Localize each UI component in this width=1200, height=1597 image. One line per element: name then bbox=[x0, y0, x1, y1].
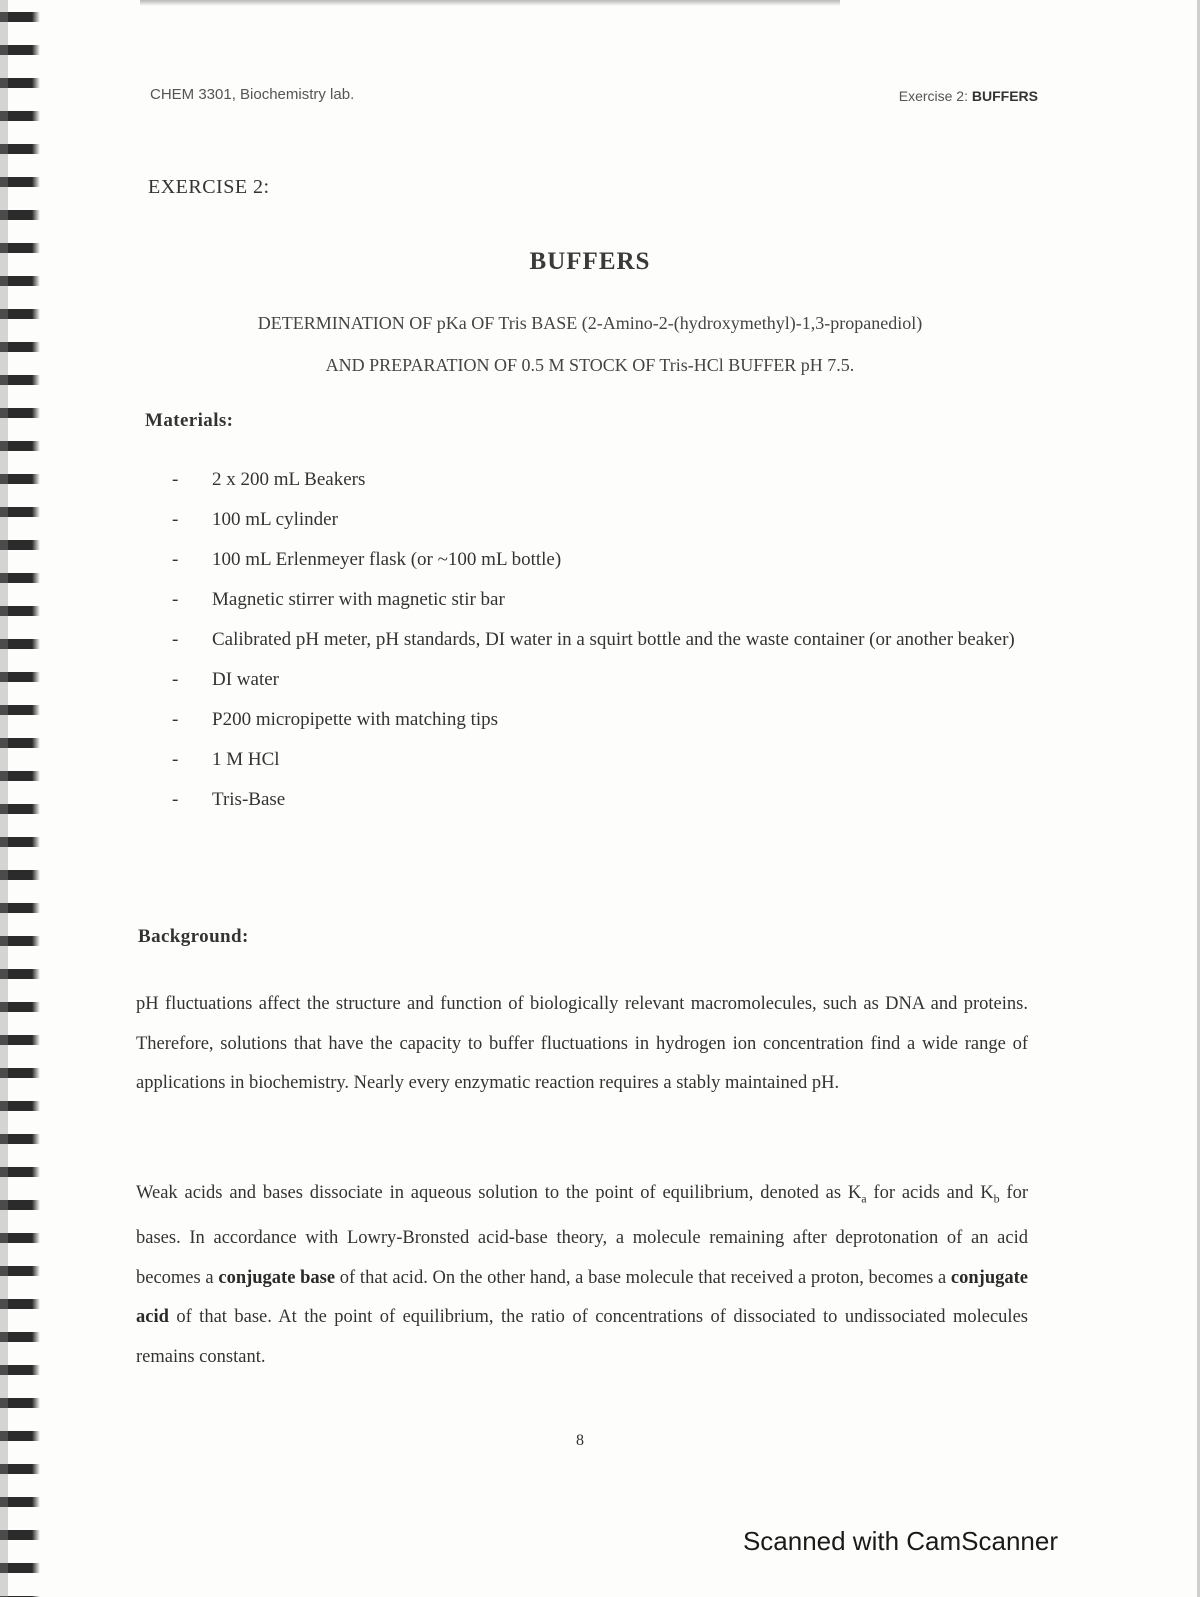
list-item bbox=[172, 741, 1052, 779]
list-item bbox=[172, 781, 1052, 819]
list-item bbox=[172, 581, 1052, 619]
list-item-text: DI water bbox=[212, 669, 279, 690]
paragraph-text: Weak acids and bases dissociate in aqueous solution to the point of equilibrium, denoted as K bbox=[136, 1183, 862, 1203]
list-item bbox=[172, 461, 1052, 499]
running-header-course: CHEM 3301, Biochemistry lab. bbox=[150, 86, 355, 103]
term-conjugate-acid: conjugate acid bbox=[136, 1267, 1028, 1328]
background-paragraph-2 bbox=[136, 1174, 1028, 1377]
running-header-exercise-prefix: Exercise 2: bbox=[898, 88, 968, 104]
subtitle-line-1: DETERMINATION OF pKa OF Tris BASE (2-Amino-2-(hydroxymethyl)-1,3-propanediol) bbox=[257, 313, 923, 333]
subscript-b: b bbox=[993, 1191, 1000, 1206]
subtitle-line-2: AND PREPARATION OF 0.5 M STOCK OF Tris-HCl BUFFER pH 7.5. bbox=[325, 355, 855, 375]
list-bullet: - bbox=[172, 549, 179, 570]
exercise-label: EXERCISE 2: bbox=[148, 176, 270, 198]
page-top-edge bbox=[140, 0, 840, 6]
term-conjugate-base: conjugate base bbox=[218, 1267, 336, 1288]
list-bullet: - bbox=[172, 669, 179, 690]
list-item bbox=[172, 621, 1052, 659]
list-bullet: - bbox=[172, 709, 179, 730]
paragraph-text: of that base. At the point of equilibrium, the ratio of concentrations of dissociated to undissociated molecules remains constant. bbox=[136, 1307, 1028, 1367]
background-heading: Background: bbox=[138, 926, 249, 947]
list-bullet: - bbox=[172, 469, 179, 490]
paragraph-text: for acids and K bbox=[866, 1183, 994, 1203]
paragraph-text: for bases. In accordance with Lowry-Bronsted acid-base theory, a molecule remaining after deprotonation of an acid becomes a bbox=[136, 1183, 1028, 1288]
materials-heading: Materials: bbox=[145, 410, 234, 431]
camscanner-watermark: Scanned with CamScanner bbox=[742, 1526, 1058, 1556]
materials-list bbox=[172, 461, 1052, 821]
list-item-text: P200 micropipette with matching tips bbox=[212, 709, 499, 730]
list-item-text: Calibrated pH meter, pH standards, DI water in a squirt bottle and the waste container (or another beaker) bbox=[212, 629, 1015, 650]
list-bullet: - bbox=[172, 589, 179, 610]
running-header-exercise bbox=[899, 88, 1038, 104]
running-header-exercise-topic: BUFFERS bbox=[971, 88, 1038, 104]
page-number: 8 bbox=[576, 1432, 584, 1449]
list-item-text: Tris-Base bbox=[212, 789, 286, 810]
list-item bbox=[172, 701, 1052, 739]
list-item bbox=[172, 501, 1052, 539]
binding-shadow bbox=[0, 0, 8, 1597]
page-title: BUFFERS bbox=[529, 248, 651, 275]
list-bullet: - bbox=[172, 789, 179, 810]
list-item bbox=[172, 541, 1052, 579]
subscript-a: a bbox=[861, 1191, 867, 1206]
list-item-text: 2 x 200 mL Beakers bbox=[212, 469, 366, 490]
paragraph-text: of that acid. On the other hand, a base molecule that received a proton, becomes a bbox=[335, 1267, 951, 1288]
background-paragraph-1: pH fluctuations affect the structure and function of biologically relevant macromolecules, such as DNA and proteins. Therefore, solutions that have the capacity to buffer fluctuations in hydrogen ion concentration find a wide range of applications in biochemistry. Nearly every enzymatic reaction requires a stably maintained pH. bbox=[136, 994, 1028, 1093]
list-item-text: 100 mL Erlenmeyer flask (or ~100 mL bottle) bbox=[212, 549, 562, 570]
list-bullet: - bbox=[172, 629, 179, 650]
list-bullet: - bbox=[172, 509, 179, 530]
list-bullet: - bbox=[172, 749, 179, 770]
list-item-text: 100 mL cylinder bbox=[212, 509, 338, 530]
list-item bbox=[172, 661, 1052, 699]
list-item-text: Magnetic stirrer with magnetic stir bar bbox=[212, 589, 505, 610]
list-item-text: 1 M HCl bbox=[212, 749, 280, 770]
